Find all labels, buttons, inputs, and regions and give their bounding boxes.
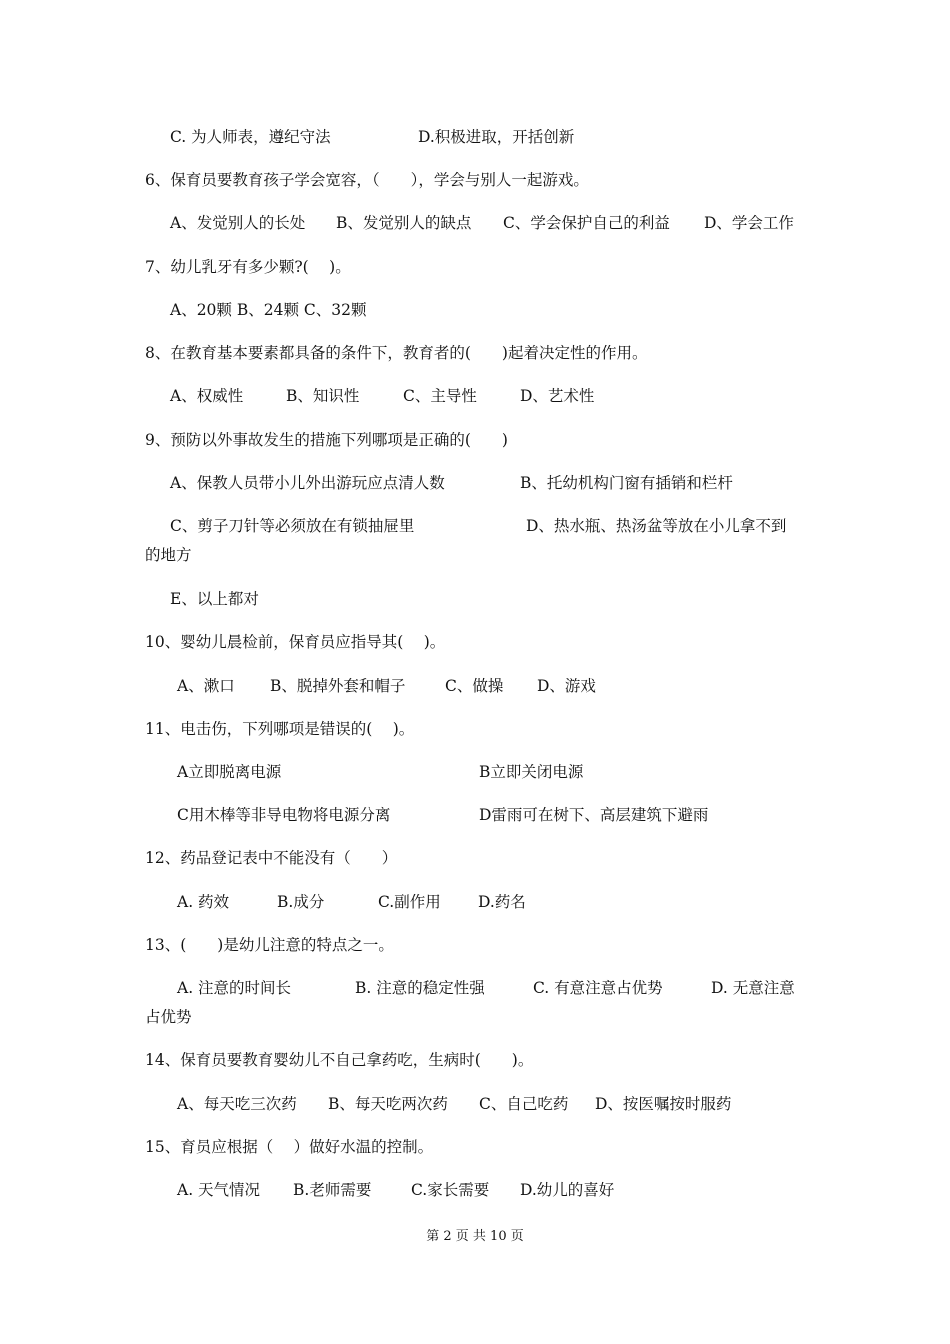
q9-option-e: E、以上都对 (170, 590, 259, 608)
q9-option-d: D、热水瓶、热汤盆等放在小儿拿不到 (526, 517, 787, 535)
q13-stem: 13、( )是幼儿注意的特点之一。 (145, 936, 394, 954)
q9-option-b: B、托幼机构门窗有插销和栏杆 (520, 474, 733, 492)
q10-option-d: D、游戏 (537, 677, 596, 695)
q13-option-d: D. 无意注意 (711, 979, 795, 997)
q15-option-c: C.家长需要 (411, 1181, 490, 1199)
q7-stem: 7、幼儿乳牙有多少颗?( )。 (145, 258, 351, 276)
q13-option-a: A. 注意的时间长 (177, 979, 292, 997)
q11-option-c: C用木棒等非导电物将电源分离 (177, 806, 391, 824)
q15-stem: 15、育员应根据（ ）做好水温的控制。 (145, 1138, 434, 1156)
q12-option-c: C.副作用 (378, 893, 441, 911)
q9-option-d-continued: 的地方 (145, 546, 192, 564)
q8-option-b: B、知识性 (286, 387, 360, 405)
q14-option-b: B、每天吃两次药 (328, 1095, 448, 1113)
q9-stem: 9、预防以外事故发生的措施下列哪项是正确的( ) (145, 431, 508, 449)
q11-option-b: B立即关闭电源 (479, 763, 584, 781)
q13-option-d-continued: 占优势 (145, 1008, 192, 1026)
q15-option-b: B.老师需要 (293, 1181, 372, 1199)
q14-stem: 14、保育员要教育婴幼儿不自己拿药吃，生病时( )。 (145, 1051, 534, 1069)
q6-option-d: D、学会工作 (704, 214, 794, 232)
q10-option-a: A、漱口 (177, 677, 235, 695)
q6-option-c: C、学会保护自己的利益 (503, 214, 670, 232)
q12-option-a: A. 药效 (177, 893, 230, 911)
q14-option-d: D、按医嘱按时服药 (595, 1095, 732, 1113)
q11-option-a: A立即脱离电源 (177, 763, 282, 781)
q15-option-a: A. 天气情况 (177, 1181, 261, 1199)
q11-stem: 11、电击伤，下列哪项是错误的( )。 (145, 720, 415, 738)
q12-option-b: B.成分 (277, 893, 325, 911)
q8-stem: 8、在教育基本要素都具备的条件下，教育者的( )起着决定性的作用。 (145, 344, 648, 362)
q13-option-c: C. 有意注意占优势 (533, 979, 663, 997)
page-number-footer: 第 2 页 共 10 页 (426, 1229, 524, 1244)
q14-option-a: A、每天吃三次药 (177, 1095, 297, 1113)
q5-option-c: C. 为人师表，遵纪守法 (170, 128, 331, 146)
q8-option-d: D、艺术性 (520, 387, 595, 405)
q8-option-a: A、权威性 (170, 387, 244, 405)
q15-option-d: D.幼儿的喜好 (520, 1181, 615, 1199)
q10-stem: 10、婴幼儿晨检前，保育员应指导其( )。 (145, 633, 446, 651)
q8-option-c: C、主导性 (403, 387, 477, 405)
q12-option-d: D.药名 (478, 893, 526, 911)
q10-option-c: C、做操 (445, 677, 504, 695)
q9-option-c: C、剪子刀针等必须放在有锁抽屉里 (170, 517, 415, 535)
q10-option-b: B、脱掉外套和帽子 (270, 677, 406, 695)
q14-option-c: C、自己吃药 (479, 1095, 569, 1113)
q13-option-b: B. 注意的稳定性强 (355, 979, 485, 997)
q6-option-b: B、发觉别人的缺点 (336, 214, 472, 232)
q7-options: A、20颗 B、24颗 C、32颗 (170, 301, 367, 319)
q9-option-a: A、保教人员带小儿外出游玩应点清人数 (170, 474, 445, 492)
q6-option-a: A、发觉别人的长处 (170, 214, 306, 232)
q5-option-d: D.积极进取，开括创新 (418, 128, 575, 146)
q6-stem: 6、保育员要教育孩子学会宽容，（ ），学会与别人一起游戏。 (145, 171, 589, 189)
q12-stem: 12、药品登记表中不能没有（ ） (145, 849, 398, 867)
q11-option-d: D雷雨可在树下、高层建筑下避雨 (479, 806, 709, 824)
